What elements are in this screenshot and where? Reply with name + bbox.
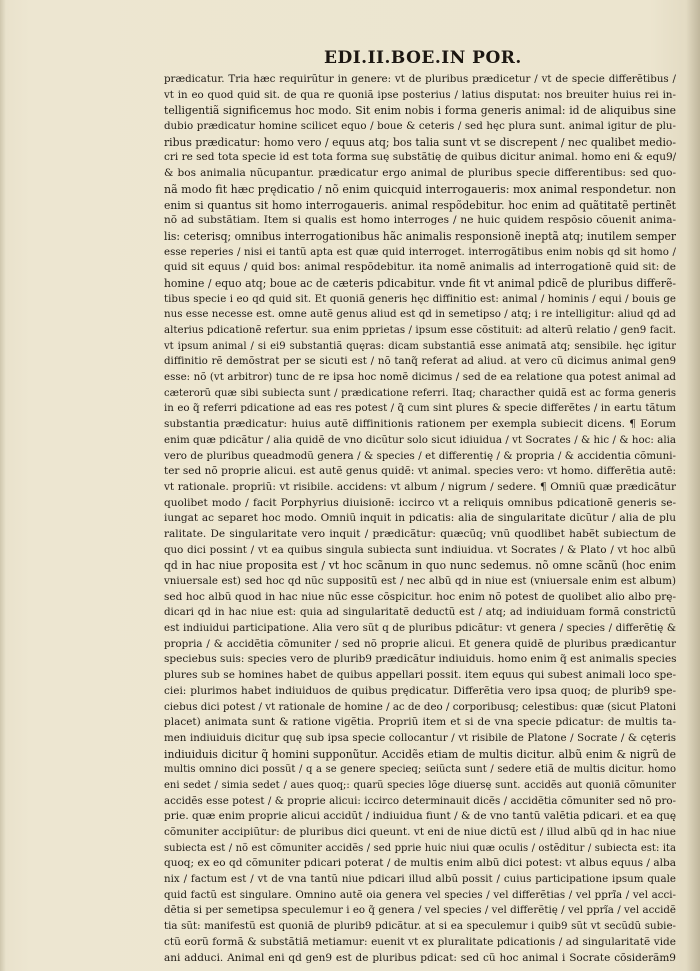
text-line: ralitate. De singularitate vero inquit / prædicãtur: quæcũq; vnũ quodlibet habẽt subiectum de [164,527,676,540]
text-line: esse reperies / nisi ei tantũ apta est quæ quid interroget. interrogãtibus enim nobis qd sit homo / [164,245,676,258]
text-line: vt rationale. propriũ: vt risibile. accidens: vt album / nigrum / sedere. ¶ Omniũ quæ prædicãtur [164,480,676,493]
text-line: telligentiã significemus hoc modo. Sit enim nobis i forma generis animal: id de aliquibus sine [164,104,676,118]
text-line: substantia prædicatur: huius autẽ diffinitionis rationem per exempla subiecit dicens. ¶ Eorum [164,418,676,431]
text-line: ctũ eorũ formã & substãtiã metiamur: euenit vt ex pluralitate pdicationis / ad singularitatẽ vide [164,935,676,948]
text-line: quolibet modo / facit Porphyrius diuisionẽ: iccirco vt a reliquis omnibus pdicationẽ generis se- [164,496,676,509]
text-line: indiuiduis dicitur q̃ homini supponũtur. Accidẽs etiam de multis dicitur. albũ enim & nigrũ de [164,747,676,761]
text-line: diffinitio rẽ demõstrat per se sicuti est / nõ tanq̃ referat ad aliud. at vero cũ dicimus animal gen9 [164,355,676,368]
text-line: & bos animalia nũcupantur. prædicatur ergo animal de pluribus specie differentibus: sed quo- [164,167,676,180]
text-line: nus esse necesse est. omne autẽ genus aliud est qd in semetipso / atq; i re intelligitur: aliud qd ad [164,308,676,321]
text-line: nix / factum est / vt de vna tantũ niue pdicari illud albũ possit / cuius participatione ipsum quale [164,873,676,886]
text-line: cri re sed tota specie id est tota forma suę substãtię de quibus dicitur animal. homo eni & equ9/ [164,151,676,164]
text-line: lis: ceterisq; omnibus interrogationibus hãc animalis responsionẽ ineptã atq; inutilem semper [164,229,676,243]
text-line: enim quæ pdicãtur / alia quidẽ de vno dicũtur solo sicut idiuidua / vt Socrates / & hic / & hoc: alia [164,433,676,446]
text-line: eni sedet / simia sedet / aues quoq;: quarũ species lõge diuersę sunt. accidẽs aut quoniã cõmuniter [164,779,676,791]
text-line: prie. quæ enim proprie alicui accidũt / indiuidua fiunt / & de vno tantũ valẽtia pdicari. et ea quę [164,810,676,823]
text-line: vniuersale est) sed hoc qd nũc suppositũ est / nec albũ qd in niue est (vniuersale enim est album) [164,575,676,587]
text-line: qd in hac niue proposita est / vt hoc scãnum in quo nunc sedemus. nõ omne scãnũ (hoc enim [164,559,676,573]
text-line: subiecta est / nõ est cõmuniter accidẽs / sed pprie huic niui quæ oculis / ostẽditur / subiecta est: ita [164,842,676,854]
text-line: ribus prædicatur: homo vero / equus atq; bos talia sunt vt se discrepent / nec qualibet medio- [164,135,676,149]
text-line: esse: nõ (vt arbitror) tunc de re ipsa hoc nomẽ dicimus / sed de ea relatione qua potest animal ad [164,371,676,384]
text-line: ani adduci. Animal eni qd gen9 est de pluribus pdicat: sed cũ hoc animal i Socrate cõsiderãm9 [164,951,676,964]
text-line: cæterorũ quæ sibi subiecta sunt / prædicatione referri. Itaq; characther quidã est ac forma generis [164,387,676,399]
text-line: dubio prædicatur homine scilicet equo / boue & ceteris / sed hęc plura sunt. animal igitur de plu- [164,120,676,133]
text-line: ciei: plurimos habet indiuiduos de quibus prędicatur. Differẽtia vero ipsa quoq; de plurib9 spe- [164,684,676,697]
page-edge-shadow [686,0,700,971]
text-line: nõ ad substãtiam. Item si qualis est homo interroges / ne huic quidem respõsio cõuenit anima- [164,214,676,227]
text-line: nã modo fit hæc prędicatio / nõ enim quicquid interrogaueris: mox animal respondetur. non [164,182,676,196]
text-line: sed hoc albũ quod in hac niue nũc esse cõspicitur. hoc enim nõ potest de quolibet alio albo prę- [164,590,676,603]
running-head: EDI.II.BOE.IN POR. [324,48,522,68]
text-line: propria / & accidẽtia cõmuniter / sed nõ proprie alicui. Et genera quidẽ de pluribus prædicantur [164,637,676,650]
text-line: ciebus dici potest / vt rationale de homine / ac de deo / corporibusq; celestibus: quæ (sicut Platoni [164,700,676,713]
text-line: quo dici possint / vt ea quibus singula subiecta sunt indiuidua. vt Socrates / & Plato / vt hoc albũ [164,543,676,556]
text-line: multis omnino dici possũt / q a se genere specieq; seiũcta sunt / sedere etiã de multis dicitur. homo [164,764,676,776]
text-line: plures sub se homines habet de quibus appellari possit. item equus qui subest animali loco spe- [164,669,676,682]
text-line: enim si quantus sit homo interrogaueris. animal respõdebitur. hoc enim ad quãtitatẽ pertinẽt [164,198,676,212]
text-line: vt ipsum animal / si ei9 substantiã quęras: dicam substantiã esse animatã atq; sensibile. hęc igitur [164,340,676,352]
text-line: quid sit equus / quid bos: animal respõdebitur. ita nomẽ animalis ad interrogationẽ quid sit: de [164,261,676,274]
text-line: quid factũ est singulare. Omnino autẽ oia genera vel species / vel differẽtias / vel pprĩa / vel acci- [164,888,676,901]
text-line: homine / equo atq; boue ac de cæteris pdicabitur. vnde fit vt animal pdicẽ de pluribus differẽ- [164,276,676,290]
text-line: placet) animata sunt & ratione vigẽtia. Propriũ item et si de vna specie pdicatur: de multis ta- [164,716,676,729]
text-line: prædicatur. Tria hæc requirũtur in genere: vt de pluribus prædicetur / vt de specie differẽtibus / [164,73,676,85]
text-line: tibus specie i eo qd quid sit. Et quoniã generis hęc diffinitio est: animal / hominis / equi / bouis ge [164,292,676,305]
text-line: dẽtia si per semetipsa speculemur i eo q̃ genera / vel species / vel differẽtię / vel pprĩa / vel accidẽ [164,904,676,917]
text-line: cõmuniter accipiũtur: de pluribus dici queunt. vt eni de niue dictũ est / illud albũ qd in hac niue [164,826,676,838]
body-text [164,72,676,966]
text-line: alterius pdicationẽ refertur. sua enim pprietas / ipsum esse cõstituit: ad alterũ relatio / gen9 facit. [164,324,676,336]
text-line: dicari qd in hac niue est: quia ad singularitatẽ deductũ est / atq; ad indiuiduam formã constrictũ [164,606,676,619]
text-line: men indiuiduis dicitur quę sub ipsa specie collocantur / vt risibile de Platone / Socrate / & cęteris [164,731,676,744]
text-line: tia sũt: manifestũ est quoniã de plurib9 pdicãtur. at si ea speculemur i quib9 sũt vt secũdũ subie- [164,920,676,933]
text-line: vero de pluribus queadmodũ genera / & species / et differentię / & propria / & accidentia cõmuni- [164,449,676,462]
text-line: accidẽs esse potest / & proprie alicui: iccirco determinauit dicẽs / accidẽtia cõmuniter sed nõ pro- [164,794,676,807]
text-line: quoq; ex eo qd cõmuniter pdicari poterat / de multis enim albũ dici potest: vt albus equus / alba [164,857,676,870]
text-line: vt in eo quod quid sit. de qua re quoniã ipse posterius / latius disputat: nos breuiter huius rei in- [164,88,676,101]
text-line: iungat ac separet hoc modo. Omniũ inquit in pdicatis: alia de singularitate dicũtur / alia de plu [164,512,676,525]
text-line: speciebus suis: species vero de plurib9 prædicãtur indiuiduis. homo enim q̃ est animalis species [164,653,676,666]
text-line: in eo q̃ referri pdicatione ad eas res potest / q̃ cum sint plures & specie differẽtes / in eartu tãtum [164,402,676,415]
text-line: ter sed nõ proprie alicui. est autẽ genus quidẽ: vt animal. species vero: vt homo. differẽtia autẽ: [164,465,676,478]
text-line: est indiuidui participatione. Alia vero sũt q de pluribus pdicãtur: vt genera / species / differẽtię & [164,622,676,635]
